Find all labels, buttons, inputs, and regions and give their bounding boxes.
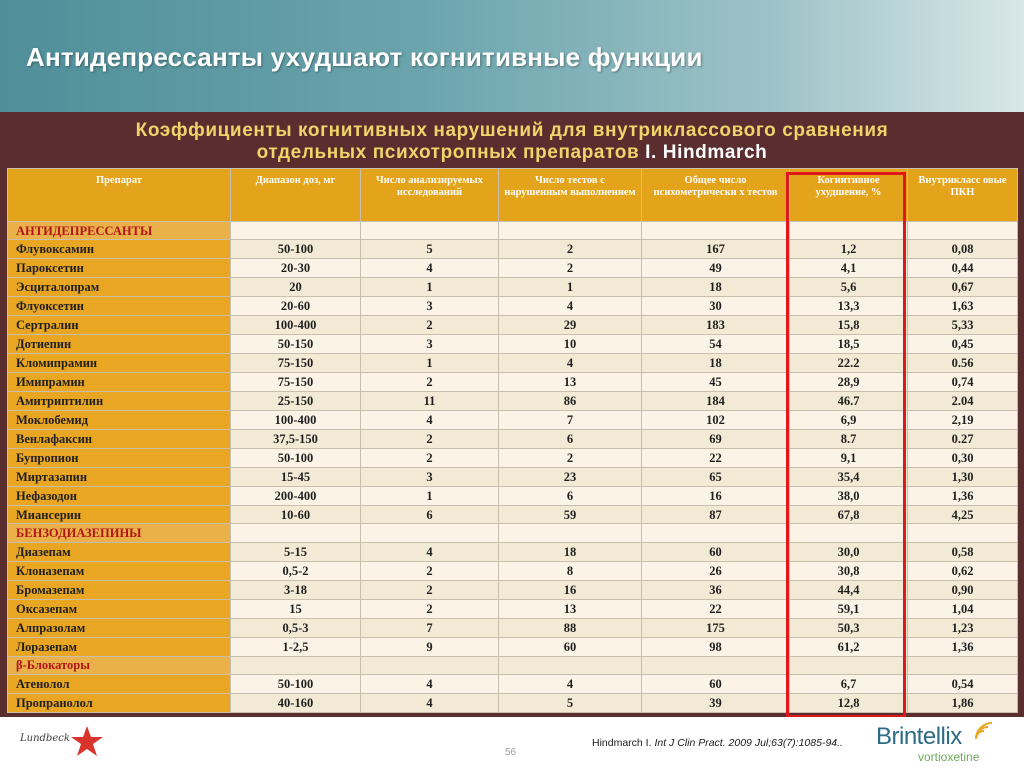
cell-studies: 2 <box>361 316 499 335</box>
cell-cog: 5,6 <box>790 278 908 297</box>
cell-total: 18 <box>642 278 790 297</box>
cell-icn: 0.27 <box>908 429 1018 448</box>
drug-name: Бупропион <box>8 448 231 467</box>
cell-dose: 40-160 <box>231 693 361 712</box>
caption-line-1: Коэффициенты когнитивных нарушений для внутриклассового сравнения <box>135 120 889 141</box>
table-row <box>8 448 1018 467</box>
cell-studies <box>361 222 499 240</box>
cell-total: 98 <box>642 637 790 656</box>
cell-total: 175 <box>642 618 790 637</box>
brand-name: Brintellix <box>876 723 962 750</box>
cell-total: 22 <box>642 599 790 618</box>
drug-name: Кломипрамин <box>8 354 231 373</box>
col-header-cognitive: Когнитивное ухудшение, % <box>790 169 908 222</box>
cell-impaired: 8 <box>499 561 642 580</box>
table-row <box>8 693 1018 712</box>
col-header-studies: Число анализируемых исследований <box>361 169 499 222</box>
drug-name: Венлафаксин <box>8 429 231 448</box>
cell-total: 45 <box>642 372 790 391</box>
cell-studies <box>361 656 499 674</box>
cell-studies <box>361 524 499 542</box>
cell-icn <box>908 222 1018 240</box>
table-row <box>8 410 1018 429</box>
cell-cog: 9,1 <box>790 448 908 467</box>
cell-cog: 6,7 <box>790 674 908 693</box>
cell-dose: 15 <box>231 599 361 618</box>
table-row <box>8 580 1018 599</box>
table-row <box>8 599 1018 618</box>
drug-name: Атенолол <box>8 674 231 693</box>
cell-icn: 5,33 <box>908 316 1018 335</box>
cell-total: 167 <box>642 240 790 259</box>
cell-dose: 50-100 <box>231 674 361 693</box>
cell-cog: 46.7 <box>790 391 908 410</box>
drug-name: Клоназепам <box>8 561 231 580</box>
drug-name: Имипрамин <box>8 372 231 391</box>
cell-icn: 2.04 <box>908 391 1018 410</box>
cell-icn: 1,63 <box>908 297 1018 316</box>
cell-total: 30 <box>642 297 790 316</box>
cell-impaired: 18 <box>499 542 642 561</box>
signal-arcs-icon <box>972 721 994 741</box>
cell-dose: 25-150 <box>231 391 361 410</box>
drug-name: Нефазодон <box>8 486 231 505</box>
col-header-drug: Препарат <box>8 169 231 222</box>
star-icon <box>70 725 104 759</box>
cell-total <box>642 524 790 542</box>
drug-name: Бромазепам <box>8 580 231 599</box>
cell-cog: 18,5 <box>790 335 908 354</box>
table-panel <box>0 112 1024 717</box>
table-row <box>8 278 1018 297</box>
drug-name: Пропранолол <box>8 693 231 712</box>
cell-icn: 0,44 <box>908 259 1018 278</box>
cell-impaired: 86 <box>499 391 642 410</box>
cell-cog: 59,1 <box>790 599 908 618</box>
cell-dose <box>231 524 361 542</box>
cell-total <box>642 222 790 240</box>
cell-studies: 1 <box>361 278 499 297</box>
cell-impaired: 2 <box>499 240 642 259</box>
cell-impaired <box>499 524 642 542</box>
section-row <box>8 524 1018 542</box>
cell-cog: 6,9 <box>790 410 908 429</box>
cell-impaired: 88 <box>499 618 642 637</box>
cell-impaired: 29 <box>499 316 642 335</box>
cell-dose: 37,5-150 <box>231 429 361 448</box>
cell-total: 26 <box>642 561 790 580</box>
cell-impaired: 60 <box>499 637 642 656</box>
cell-icn: 1,23 <box>908 618 1018 637</box>
cell-total: 87 <box>642 505 790 524</box>
cell-total: 49 <box>642 259 790 278</box>
cell-studies: 4 <box>361 693 499 712</box>
section-row <box>8 656 1018 674</box>
slide-header <box>0 0 1024 112</box>
slide-footer <box>0 717 1024 767</box>
cell-impaired: 2 <box>499 259 642 278</box>
cell-impaired: 1 <box>499 278 642 297</box>
cell-icn: 4,25 <box>908 505 1018 524</box>
cell-icn: 0,08 <box>908 240 1018 259</box>
cell-studies: 4 <box>361 542 499 561</box>
cell-studies: 6 <box>361 505 499 524</box>
col-header-icn: Внутрикласс овые ПКН <box>908 169 1018 222</box>
cell-dose: 50-150 <box>231 335 361 354</box>
cell-total: 69 <box>642 429 790 448</box>
cell-dose: 3-18 <box>231 580 361 599</box>
brand-subtitle: vortioxetine <box>918 750 980 764</box>
cell-studies: 11 <box>361 391 499 410</box>
col-header-total: Общее число психометрически х тестов <box>642 169 790 222</box>
table-row <box>8 486 1018 505</box>
cell-dose: 5-15 <box>231 542 361 561</box>
cell-dose: 10-60 <box>231 505 361 524</box>
cell-cog: 38,0 <box>790 486 908 505</box>
cell-impaired: 5 <box>499 693 642 712</box>
lundbeck-logo-text: Lundbeck <box>20 733 70 744</box>
table-row <box>8 467 1018 486</box>
cell-total: 22 <box>642 448 790 467</box>
cell-total: 183 <box>642 316 790 335</box>
cell-icn <box>908 656 1018 674</box>
cell-dose: 20-60 <box>231 297 361 316</box>
drug-table <box>7 168 1018 713</box>
cell-total: 60 <box>642 542 790 561</box>
cell-cog: 12,8 <box>790 693 908 712</box>
cell-dose: 75-150 <box>231 354 361 373</box>
drug-name: Пароксетин <box>8 259 231 278</box>
cell-impaired: 6 <box>499 429 642 448</box>
drug-name: Моклобемид <box>8 410 231 429</box>
drug-name: Флуоксетин <box>8 297 231 316</box>
cell-dose: 50-100 <box>231 448 361 467</box>
cell-impaired: 13 <box>499 599 642 618</box>
brintellix-logo <box>876 721 1016 765</box>
page-number: 56 <box>505 747 517 758</box>
cell-studies: 1 <box>361 486 499 505</box>
citation <box>592 737 843 749</box>
caption-author: I. Hindmarch <box>645 142 768 163</box>
cell-impaired: 13 <box>499 372 642 391</box>
cell-icn: 0,54 <box>908 674 1018 693</box>
drug-name: Эсциталопрам <box>8 278 231 297</box>
cell-cog <box>790 656 908 674</box>
cell-cog: 44,4 <box>790 580 908 599</box>
cell-impaired: 4 <box>499 354 642 373</box>
cell-studies: 4 <box>361 674 499 693</box>
drug-name: Диазепам <box>8 542 231 561</box>
cell-icn: 0,45 <box>908 335 1018 354</box>
cell-dose: 50-100 <box>231 240 361 259</box>
slide-title: Антидепрессанты ухудшают когнитивные функции <box>26 42 703 72</box>
cell-total: 54 <box>642 335 790 354</box>
drug-name: Дотиепин <box>8 335 231 354</box>
cell-studies: 9 <box>361 637 499 656</box>
section-title: АНТИДЕПРЕССАНТЫ <box>8 222 231 240</box>
cell-icn: 0,67 <box>908 278 1018 297</box>
cell-cog: 30,0 <box>790 542 908 561</box>
cell-cog: 50,3 <box>790 618 908 637</box>
cell-impaired: 10 <box>499 335 642 354</box>
cell-total: 102 <box>642 410 790 429</box>
cell-cog: 15,8 <box>790 316 908 335</box>
cell-dose: 200-400 <box>231 486 361 505</box>
table-row <box>8 354 1018 373</box>
cell-icn: 1,04 <box>908 599 1018 618</box>
cell-studies: 4 <box>361 410 499 429</box>
cell-dose <box>231 656 361 674</box>
drug-name: Сертралин <box>8 316 231 335</box>
citation-journal: Int J Clin Pract. 2009 Jul;63(7):1085-94.. <box>654 737 843 749</box>
cell-cog: 4,1 <box>790 259 908 278</box>
cell-studies: 2 <box>361 448 499 467</box>
cell-icn: 1,30 <box>908 467 1018 486</box>
cell-studies: 2 <box>361 372 499 391</box>
col-header-impaired: Число тестов с нарушенным выполнением <box>499 169 642 222</box>
lundbeck-logo <box>18 723 104 759</box>
table-row <box>8 561 1018 580</box>
table-row <box>8 259 1018 278</box>
section-title: БЕНЗОДИАЗЕПИНЫ <box>8 524 231 542</box>
cell-dose: 0,5-2 <box>231 561 361 580</box>
cell-cog: 1,2 <box>790 240 908 259</box>
cell-total: 16 <box>642 486 790 505</box>
drug-name: Амитриптилин <box>8 391 231 410</box>
drug-name: Оксазепам <box>8 599 231 618</box>
table-row <box>8 637 1018 656</box>
cell-dose: 1-2,5 <box>231 637 361 656</box>
cell-dose: 20-30 <box>231 259 361 278</box>
cell-icn: 0.56 <box>908 354 1018 373</box>
table-body <box>8 222 1018 713</box>
table-row <box>8 372 1018 391</box>
table-row <box>8 335 1018 354</box>
cell-cog: 67,8 <box>790 505 908 524</box>
table-row <box>8 240 1018 259</box>
cell-impaired <box>499 222 642 240</box>
cell-studies: 4 <box>361 259 499 278</box>
cell-icn: 1,36 <box>908 637 1018 656</box>
caption-line-2-text: отдельных психотропных препаратов <box>256 142 640 163</box>
cell-dose <box>231 222 361 240</box>
table-row <box>8 429 1018 448</box>
drug-name: Лоразепам <box>8 637 231 656</box>
cell-studies: 1 <box>361 354 499 373</box>
cell-cog <box>790 222 908 240</box>
cell-icn: 0,30 <box>908 448 1018 467</box>
cell-icn: 1,86 <box>908 693 1018 712</box>
section-title: β-Блокаторы <box>8 656 231 674</box>
cell-icn: 0,74 <box>908 372 1018 391</box>
cell-dose: 15-45 <box>231 467 361 486</box>
cell-dose: 20 <box>231 278 361 297</box>
cell-dose: 0,5-3 <box>231 618 361 637</box>
cell-impaired: 7 <box>499 410 642 429</box>
cell-icn: 0,58 <box>908 542 1018 561</box>
cell-studies: 7 <box>361 618 499 637</box>
caption-line-2 <box>0 142 1024 164</box>
cell-studies: 5 <box>361 240 499 259</box>
cell-impaired: 2 <box>499 448 642 467</box>
table-caption <box>0 120 1024 164</box>
table-header-row <box>8 169 1018 222</box>
cell-cog: 8.7 <box>790 429 908 448</box>
cell-dose: 100-400 <box>231 316 361 335</box>
cell-studies: 3 <box>361 297 499 316</box>
drug-name: Миртазапин <box>8 467 231 486</box>
cell-icn: 0,90 <box>908 580 1018 599</box>
cell-total: 184 <box>642 391 790 410</box>
cell-total: 36 <box>642 580 790 599</box>
cell-studies: 3 <box>361 335 499 354</box>
cell-dose: 100-400 <box>231 410 361 429</box>
cell-icn <box>908 524 1018 542</box>
cell-cog: 13,3 <box>790 297 908 316</box>
cell-cog: 28,9 <box>790 372 908 391</box>
table-row <box>8 505 1018 524</box>
table-row <box>8 674 1018 693</box>
cell-impaired: 23 <box>499 467 642 486</box>
drug-name: Миансерин <box>8 505 231 524</box>
cell-dose: 75-150 <box>231 372 361 391</box>
cell-icn: 0,62 <box>908 561 1018 580</box>
cell-impaired: 4 <box>499 297 642 316</box>
cell-impaired <box>499 656 642 674</box>
cell-cog: 22.2 <box>790 354 908 373</box>
citation-author: Hindmarch I. <box>592 737 655 749</box>
cell-studies: 2 <box>361 580 499 599</box>
cell-cog: 61,2 <box>790 637 908 656</box>
cell-total <box>642 656 790 674</box>
cell-studies: 2 <box>361 561 499 580</box>
cell-impaired: 16 <box>499 580 642 599</box>
table-row <box>8 618 1018 637</box>
cell-impaired: 6 <box>499 486 642 505</box>
cell-cog: 30,8 <box>790 561 908 580</box>
table-row <box>8 297 1018 316</box>
drug-name: Флувоксамин <box>8 240 231 259</box>
drug-name: Алпразолам <box>8 618 231 637</box>
cell-studies: 2 <box>361 429 499 448</box>
cell-total: 39 <box>642 693 790 712</box>
cell-studies: 2 <box>361 599 499 618</box>
table-row <box>8 316 1018 335</box>
col-header-dose: Диапазон доз, мг <box>231 169 361 222</box>
section-row <box>8 222 1018 240</box>
cell-icn: 2,19 <box>908 410 1018 429</box>
cell-impaired: 4 <box>499 674 642 693</box>
cell-studies: 3 <box>361 467 499 486</box>
cell-cog <box>790 524 908 542</box>
cell-total: 65 <box>642 467 790 486</box>
table-row <box>8 391 1018 410</box>
cell-cog: 35,4 <box>790 467 908 486</box>
cell-icn: 1,36 <box>908 486 1018 505</box>
table-row <box>8 542 1018 561</box>
cell-total: 60 <box>642 674 790 693</box>
cell-impaired: 59 <box>499 505 642 524</box>
cell-total: 18 <box>642 354 790 373</box>
